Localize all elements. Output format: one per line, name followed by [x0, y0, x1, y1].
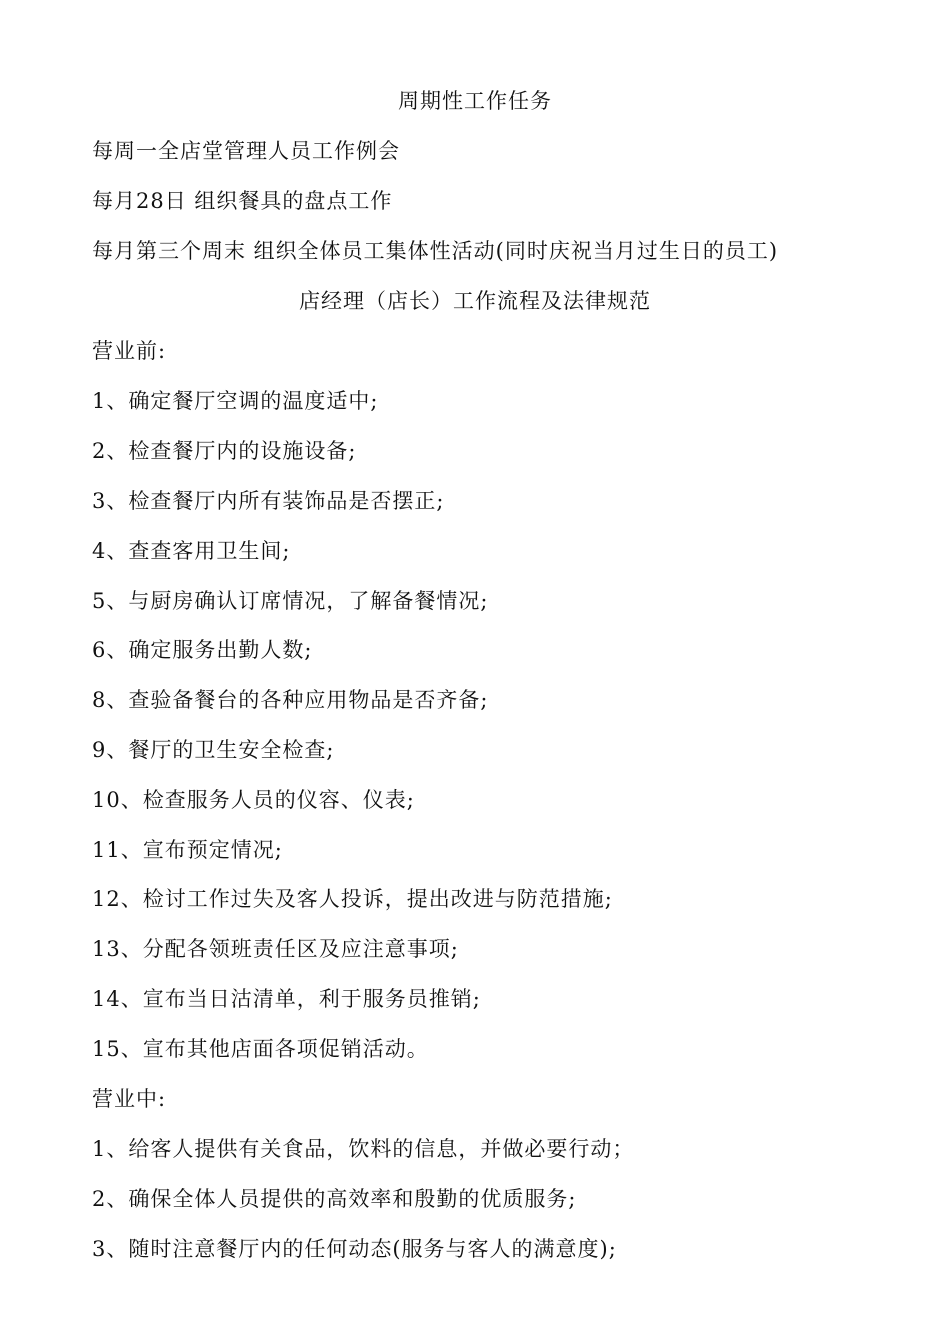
before-business-item: 13、分配各领班责任区及应注意事项;: [92, 937, 459, 961]
before-business-item: 4、查查客用卫生间;: [92, 539, 291, 563]
periodic-task-item: 每周一全店堂管理人员工作例会: [92, 139, 400, 163]
before-business-item: 10、检查服务人员的仪容、仪表;: [92, 788, 415, 812]
before-business-item: 3、检查餐厅内所有装饰品是否摆正;: [92, 489, 445, 513]
before-business-label: 营业前:: [92, 339, 167, 363]
periodic-task-item: 每月第三个周末 组织全体员工集体性活动(同时庆祝当月过生日的员工): [92, 239, 779, 263]
before-business-item: 15、宣布其他店面各项促销活动。: [92, 1037, 429, 1061]
during-business-item: 3、随时注意餐厅内的任何动态(服务与客人的满意度);: [92, 1237, 617, 1261]
during-business-item: 2、确保全体人员提供的高效率和殷勤的优质服务;: [92, 1187, 577, 1211]
before-business-item: 5、与厨房确认订席情况，了解备餐情况;: [92, 589, 489, 613]
section-heading-manager-workflow: 店经理（店长）工作流程及法律规范: [299, 289, 651, 313]
before-business-item: 9、餐厅的卫生安全检查;: [92, 738, 335, 762]
before-business-item: 11、宣布预定情况;: [92, 838, 283, 862]
before-business-item: 12、检讨工作过失及客人投诉，提出改进与防范措施;: [92, 887, 613, 911]
before-business-item: 14、宣布当日沽清单，利于服务员推销;: [92, 987, 481, 1011]
during-business-item: 1、给客人提供有关食品，饮料的信息，并做必要行动；: [92, 1137, 635, 1161]
periodic-task-item: 每月28日 组织餐具的盘点工作: [92, 189, 393, 213]
before-business-item: 8、查验备餐台的各种应用物品是否齐备;: [92, 688, 489, 712]
during-business-label: 营业中:: [92, 1087, 167, 1111]
before-business-item: 1、确定餐厅空调的温度适中;: [92, 389, 379, 413]
before-business-item: 6、确定服务出勤人数;: [92, 638, 313, 662]
section-heading-periodic-tasks: 周期性工作任务: [398, 89, 552, 113]
before-business-item: 2、检查餐厅内的设施设备;: [92, 439, 357, 463]
